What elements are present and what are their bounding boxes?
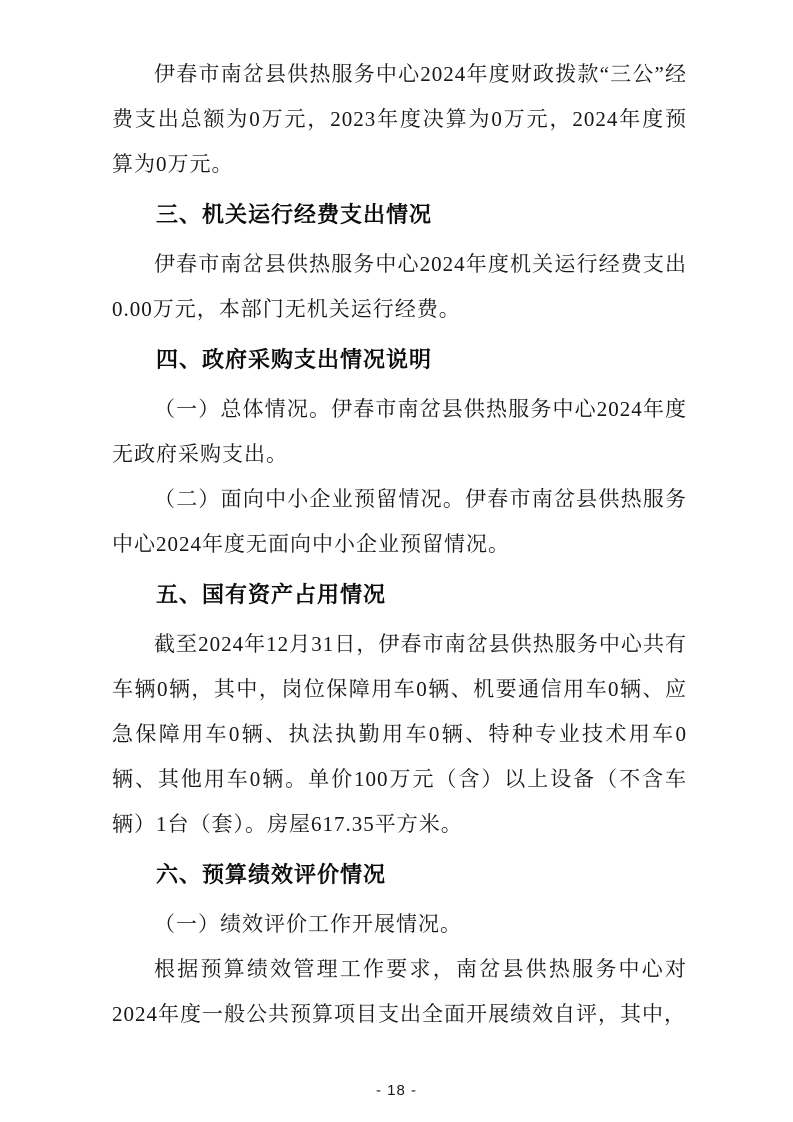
- section-heading-5-state-assets: 五、国有资产占用情况: [156, 582, 387, 607]
- body-paragraph-three-public-funds: 伊春市南岔县供热服务中心2024年度财政拨款“三公”经费支出总额为0万元，2023年度决算为0万元，2024年度预算为0万元。: [112, 62, 687, 176]
- body-paragraph-operating-expense: 伊春市南岔县供热服务中心2024年度机关运行经费支出0.00万元，本部门无机关运行经费。: [112, 252, 687, 321]
- document-body: [112, 52, 687, 1037]
- section-heading-3-operating-expense: 三、机关运行经费支出情况: [156, 202, 433, 227]
- page-number: - 18 -: [375, 1082, 417, 1099]
- body-paragraph-procurement-sme: （二）面向中小企业预留情况。伊春市南岔县供热服务中心2024年度无面向中小企业预留情况。: [112, 487, 687, 556]
- body-paragraph-procurement-overall: （一）总体情况。伊春市南岔县供热服务中心2024年度无政府采购支出。: [112, 397, 687, 466]
- body-paragraph-performance-eval-title: （一）绩效评价工作开展情况。: [154, 912, 462, 936]
- body-paragraph-performance-eval-detail: 根据预算绩效管理工作要求，南岔县供热服务中心对2024年度一般公共预算项目支出全面开展绩效自评，其中，: [112, 957, 687, 1026]
- body-paragraph-state-assets: 截至2024年12月31日，伊春市南岔县供热服务中心共有车辆0辆，其中，岗位保障用车0辆、机要通信用车0辆、应急保障用车0辆、执法执勤用车0辆、特种专业技术用车0辆、其他用车0辆。单价100万元（含）以上设备（不含车辆）1台（套）。房屋617.35平方米。: [112, 632, 687, 836]
- section-heading-4-gov-procurement: 四、政府采购支出情况说明: [156, 347, 433, 372]
- section-heading-6-performance-eval: 六、预算绩效评价情况: [156, 862, 387, 887]
